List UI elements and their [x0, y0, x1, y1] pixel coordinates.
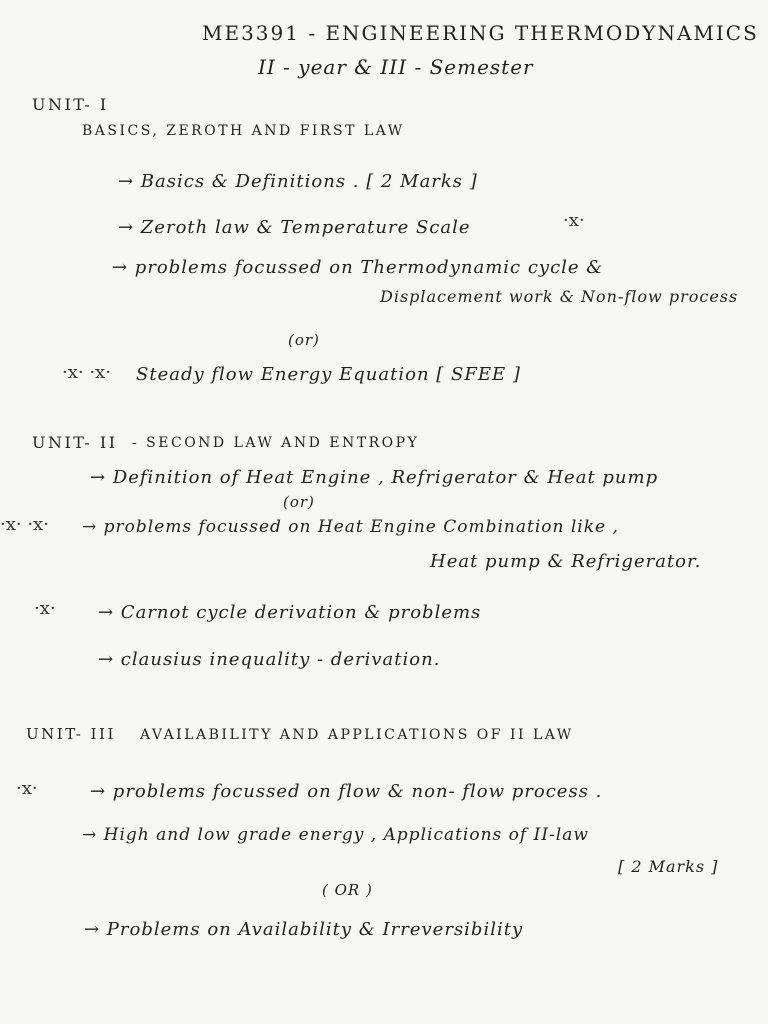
unit-2-line-1: → Definition of Heat Engine , Refrigerator & Heat pump — [90, 467, 659, 488]
unit-3-or: ( OR ) — [322, 881, 373, 899]
unit-3-title: AVAILABILITY AND APPLICATIONS OF II LAW — [140, 727, 574, 743]
unit-2-label: UNIT- II — [32, 433, 118, 452]
unit-1-title: BASICS, ZEROTH AND FIRST LAW — [82, 123, 405, 139]
unit-2-line-4: → Carnot cycle derivation & problems — [98, 602, 482, 623]
star-mark-3: ·x· — [16, 778, 38, 799]
unit-1-line-4: Displacement work & Non-flow process — [380, 287, 739, 306]
course-title: ME3391 - ENGINEERING THERMODYNAMICS — [202, 21, 759, 45]
unit-1-line-2: → Zeroth law & Temperature Scale — [118, 217, 471, 238]
unit-1-label: UNIT- I — [32, 95, 109, 114]
unit-3-line-1: → problems focussed on flow & non- flow process . — [90, 781, 603, 802]
unit-2-line-5: → clausius inequality - derivation. — [98, 649, 441, 670]
star-mark: ·x· — [563, 210, 585, 231]
double-star-mark: ·x· ·x· — [62, 362, 111, 383]
unit-2-line-3: Heat pump & Refrigerator. — [430, 551, 702, 572]
unit-2-title: - SECOND LAW AND ENTROPY — [132, 435, 420, 451]
unit-1-line-1: → Basics & Definitions . [ 2 Marks ] — [118, 171, 478, 192]
unit-3-label: UNIT- III — [26, 725, 116, 743]
unit-3-line-3: [ 2 Marks ] — [618, 857, 719, 876]
unit-2-line-2: → problems focussed on Heat Engine Combination like , — [82, 517, 619, 537]
unit-2-or: (or) — [283, 493, 315, 511]
unit-1-line-3: → problems focussed on Thermodynamic cycle & — [112, 257, 604, 278]
unit-3-line-2: → High and low grade energy , Applications of II-law — [82, 825, 589, 845]
unit-1-line-5: Steady flow Energy Equation [ SFEE ] — [136, 364, 521, 385]
star-mark-2: ·x· — [34, 598, 56, 619]
year-semester: II - year & III - Semester — [258, 55, 534, 79]
unit-1-or: (or) — [288, 331, 320, 349]
unit-3-line-4: → Problems on Availability & Irreversibility — [84, 919, 524, 940]
double-star-mark-2: ·x· ·x· — [0, 514, 49, 535]
